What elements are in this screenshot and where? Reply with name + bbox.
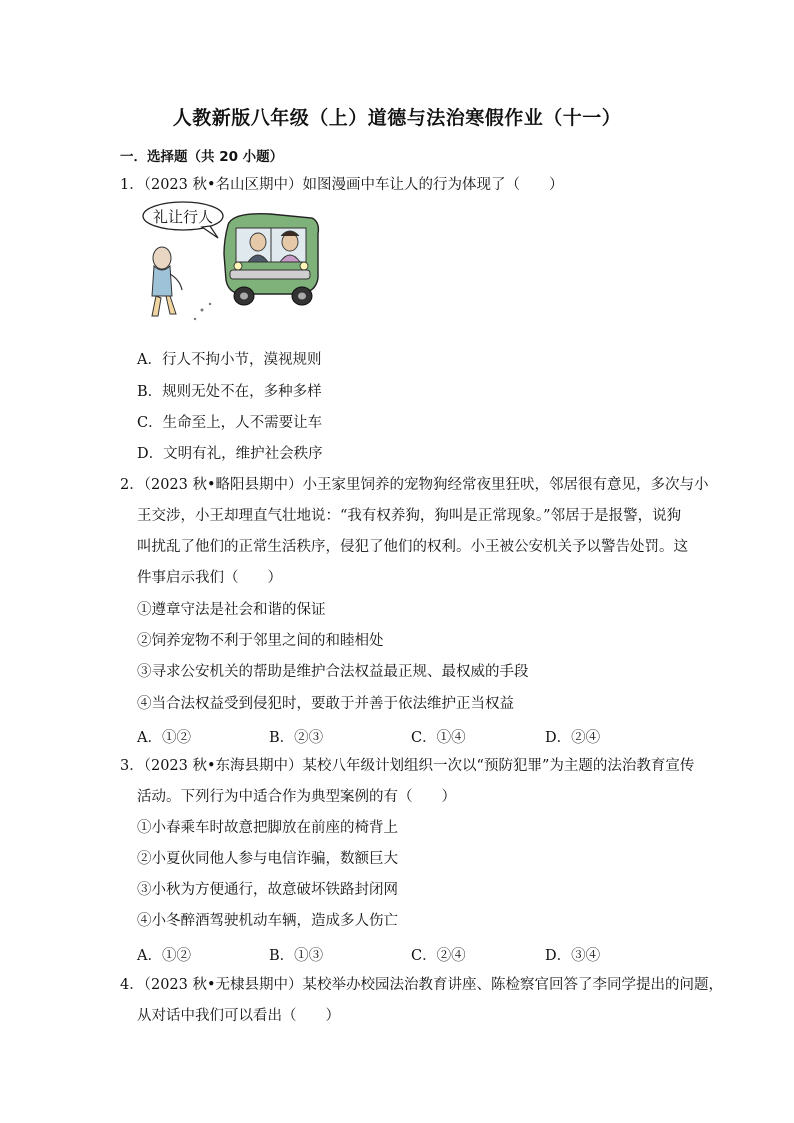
q2-item-1: ①遵章守法是社会和谐的保证 bbox=[137, 602, 326, 618]
q3-item-1: ①小春乘车时故意把脚放在前座的椅背上 bbox=[137, 820, 398, 836]
q2-line-4: 件事启示我们（ ） bbox=[137, 570, 282, 586]
q3-option-b: B．①③ bbox=[269, 948, 324, 964]
q2-item-4: ④当合法权益受到侵犯时，要敢于并善于依法维护正当权益 bbox=[137, 696, 514, 712]
q2-option-b: B．②③ bbox=[269, 730, 324, 746]
q2-line-3: 叫扰乱了他们的正常生活秩序，侵犯了他们的权利。小王被公安机关予以警告处罚。这 bbox=[137, 539, 688, 555]
q3-option-c: C．②④ bbox=[411, 948, 466, 964]
q3-item-3: ③小秋为方便通行，故意破坏铁路封闭网 bbox=[137, 882, 398, 898]
pedestrian-figure bbox=[152, 247, 211, 320]
q1-option-b: B．规则无处不在，多种多样 bbox=[137, 384, 322, 400]
q1-option-c: C．生命至上，人不需要让车 bbox=[137, 415, 323, 431]
speech-bubble-text: 礼让行人 bbox=[152, 208, 214, 226]
q3-option-a: A．①② bbox=[137, 948, 191, 964]
q3-item-4: ④小冬醉酒驾驶机动车辆，造成多人伤亡 bbox=[137, 913, 398, 929]
comic-car-yields-pedestrian bbox=[140, 200, 330, 325]
q2-option-a: A．①② bbox=[137, 730, 191, 746]
section-heading: 一．选择题（共 20 小题） bbox=[120, 149, 284, 165]
q3-line-1: 3．（2023 秋•东海县期中）某校八年级计划组织一次以“预防犯罪”为主题的法治教育宣传 bbox=[120, 758, 695, 774]
q1-option-a: A．行人不拘小节，漠视规则 bbox=[137, 352, 322, 368]
q2-item-3: ③寻求公安机关的帮助是维护合法权益最正规、最权威的手段 bbox=[137, 664, 529, 680]
q3-option-d: D．③④ bbox=[545, 948, 601, 964]
q2-line-1: 2．（2023 秋•略阳县期中）小王家里饲养的宠物狗经常夜里狂吠，邻居很有意见，多次与小 bbox=[120, 477, 709, 493]
page-title: 人教新版八年级（上）道德与法治寒假作业（十一） bbox=[172, 107, 622, 129]
q1-stem: 1．（2023 秋•名山区期中）如图漫画中车让人的行为体现了（ ） bbox=[120, 177, 564, 193]
q3-line-2: 活动。下列行为中适合作为典型案例的有（ ） bbox=[137, 789, 456, 805]
speech-bubble bbox=[143, 202, 223, 238]
q2-option-d: D．②④ bbox=[545, 730, 601, 746]
green-car bbox=[224, 214, 318, 305]
q1-option-d: D．文明有礼，维护社会秩序 bbox=[137, 446, 323, 462]
q2-option-c: C．①④ bbox=[411, 730, 466, 746]
q2-line-2: 王交涉，小王却理直气壮地说：“我有权养狗，狗叫是正常现象。”邻居于是报警，说狗 bbox=[137, 508, 682, 524]
q4-line-2: 从对话中我们可以看出（ ） bbox=[137, 1008, 340, 1024]
q2-item-2: ②饲养宠物不利于邻里之间的和睦相处 bbox=[137, 633, 384, 649]
q3-item-2: ②小夏伙同他人参与电信诈骗，数额巨大 bbox=[137, 851, 398, 867]
q4-line-1: 4．（2023 秋•无棣县期中）某校举办校园法治教育讲座、陈检察官回答了李同学提出的问题， bbox=[120, 977, 724, 993]
